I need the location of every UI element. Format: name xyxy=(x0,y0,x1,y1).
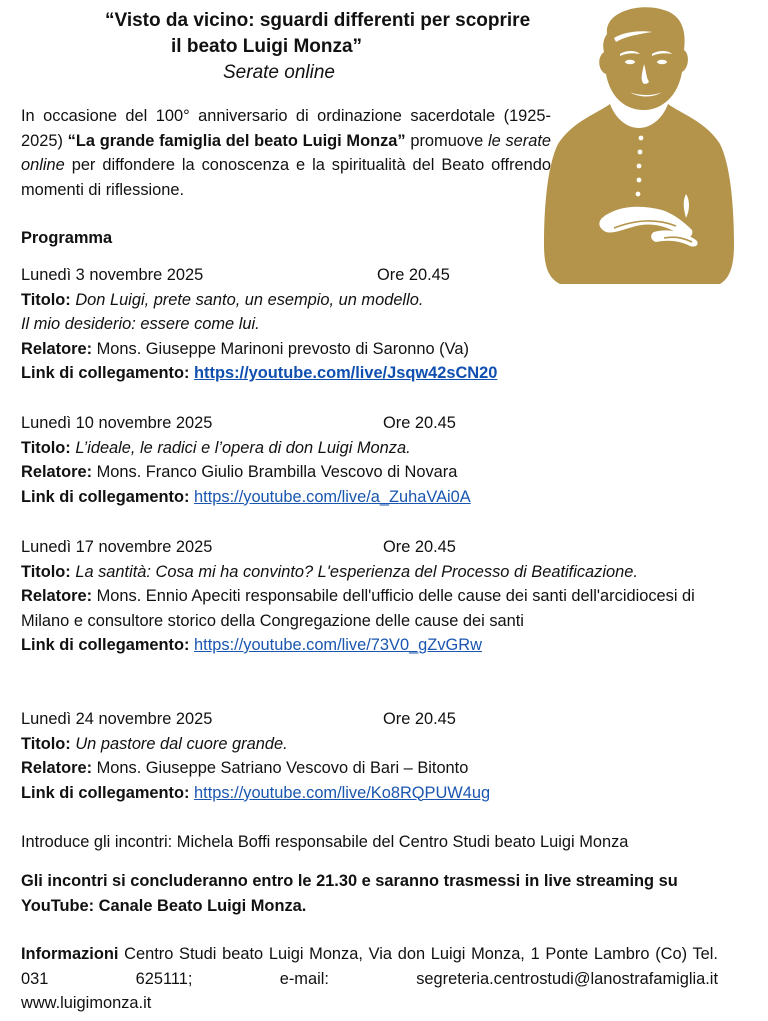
info-block xyxy=(21,942,718,1016)
event-link[interactable]: https://youtube.com/live/a_ZuhaVAi0A xyxy=(194,487,471,506)
speaker-label: Relatore: xyxy=(21,463,93,481)
event-date: Lunedì 3 novembre 2025 xyxy=(21,266,204,284)
event-title: L’ideale, le radici e l’opera di don Luigi Monza. xyxy=(75,438,411,457)
event-title: Un pastore dal cuore grande. xyxy=(75,734,288,753)
website-link[interactable]: www.luigimonza.it xyxy=(21,994,152,1012)
program-heading: Programma xyxy=(21,229,113,247)
intro-text-2: promuove xyxy=(405,131,488,150)
introduce-text: Introduce gli incontri: Michela Boffi responsabile del Centro Studi beato Luigi Monza xyxy=(21,833,629,851)
speaker-label: Relatore: xyxy=(21,587,93,605)
closing-note: Gli incontri si concluderanno entro le 21.30 e saranno trasmessi in live streaming su YouTube: Canale Beato Luigi Monza. xyxy=(21,872,678,915)
speaker-label: Relatore: xyxy=(21,759,93,777)
event-date: Lunedì 24 novembre 2025 xyxy=(21,710,213,728)
intro-text-1: In occasione del 100° anniversario di ordinazione sacerdotale (1925-2025) xyxy=(21,107,551,150)
event-title: Don Luigi, prete santo, un esempio, un modello. xyxy=(75,290,424,309)
link-label: Link di collegamento: xyxy=(21,636,190,654)
title-line-2: il beato Luigi Monza” xyxy=(171,36,363,57)
event-time: Ore 20.45 xyxy=(383,538,456,556)
family-name: “La grande famiglia del beato Luigi Monza” xyxy=(67,131,406,150)
event-4 xyxy=(21,707,731,805)
event-link[interactable]: https://youtube.com/live/Ko8RQPUW4ug xyxy=(194,783,491,802)
subtitle: Serate online xyxy=(223,62,335,83)
title-label: Titolo: xyxy=(21,290,71,309)
intro-text-3: per diffondere la conoscenza e la spiritualità del Beato offrendo momenti di riflessione. xyxy=(21,156,551,199)
event-date: Lunedì 17 novembre 2025 xyxy=(21,538,213,556)
info-text: Centro Studi beato Luigi Monza, Via don Luigi Monza, 1 Ponte Lambro (Co) Tel. 031 625111; e-mail: segreteria.centrostudi@lanostrafamiglia.it xyxy=(21,945,718,988)
event-speaker: Mons. Giuseppe Marinoni prevosto di Saronno (Va) xyxy=(96,339,469,358)
serate-online: le serate online xyxy=(21,131,552,174)
event-time: Ore 20.45 xyxy=(377,266,450,284)
header xyxy=(21,8,581,86)
title-label: Titolo: xyxy=(21,562,71,581)
title-line-1: “Visto da vicino: sguardi differenti per scoprire xyxy=(105,10,531,31)
intro-paragraph xyxy=(21,104,551,202)
speaker-label: Relatore: xyxy=(21,339,93,358)
event-speaker: Mons. Franco Giulio Brambilla Vescovo di Novara xyxy=(96,463,458,481)
link-label: Link di collegamento: xyxy=(21,364,190,382)
event-link[interactable]: https://youtube.com/live/73V0_gZvGRw xyxy=(194,636,482,654)
event-3 xyxy=(21,535,731,658)
title-label: Titolo: xyxy=(21,734,71,753)
title-label: Titolo: xyxy=(21,438,71,457)
event-date: Lunedì 10 novembre 2025 xyxy=(21,414,213,432)
event-title-continued: Il mio desiderio: essere come lui. xyxy=(21,315,260,333)
event-link[interactable]: https://youtube.com/live/Jsqw42sCN20 xyxy=(194,364,498,382)
priest-portrait-icon xyxy=(544,4,734,288)
info-label: Informazioni xyxy=(21,945,119,963)
event-time: Ore 20.45 xyxy=(383,710,456,728)
event-speaker: Mons. Ennio Apeciti responsabile dell'ufficio delle cause dei santi dell'arcidiocesi di Milano e consultore storico della Congregazione delle cause dei santi xyxy=(21,587,695,630)
event-2 xyxy=(21,411,731,509)
event-title: La santità: Cosa mi ha convinto? L'esperienza del Processo di Beatificazione. xyxy=(75,562,638,581)
link-label: Link di collegamento: xyxy=(21,783,190,802)
event-time: Ore 20.45 xyxy=(383,414,456,432)
event-speaker: Mons. Giuseppe Satriano Vescovo di Bari – Bitonto xyxy=(96,759,469,777)
link-label: Link di collegamento: xyxy=(21,487,190,506)
